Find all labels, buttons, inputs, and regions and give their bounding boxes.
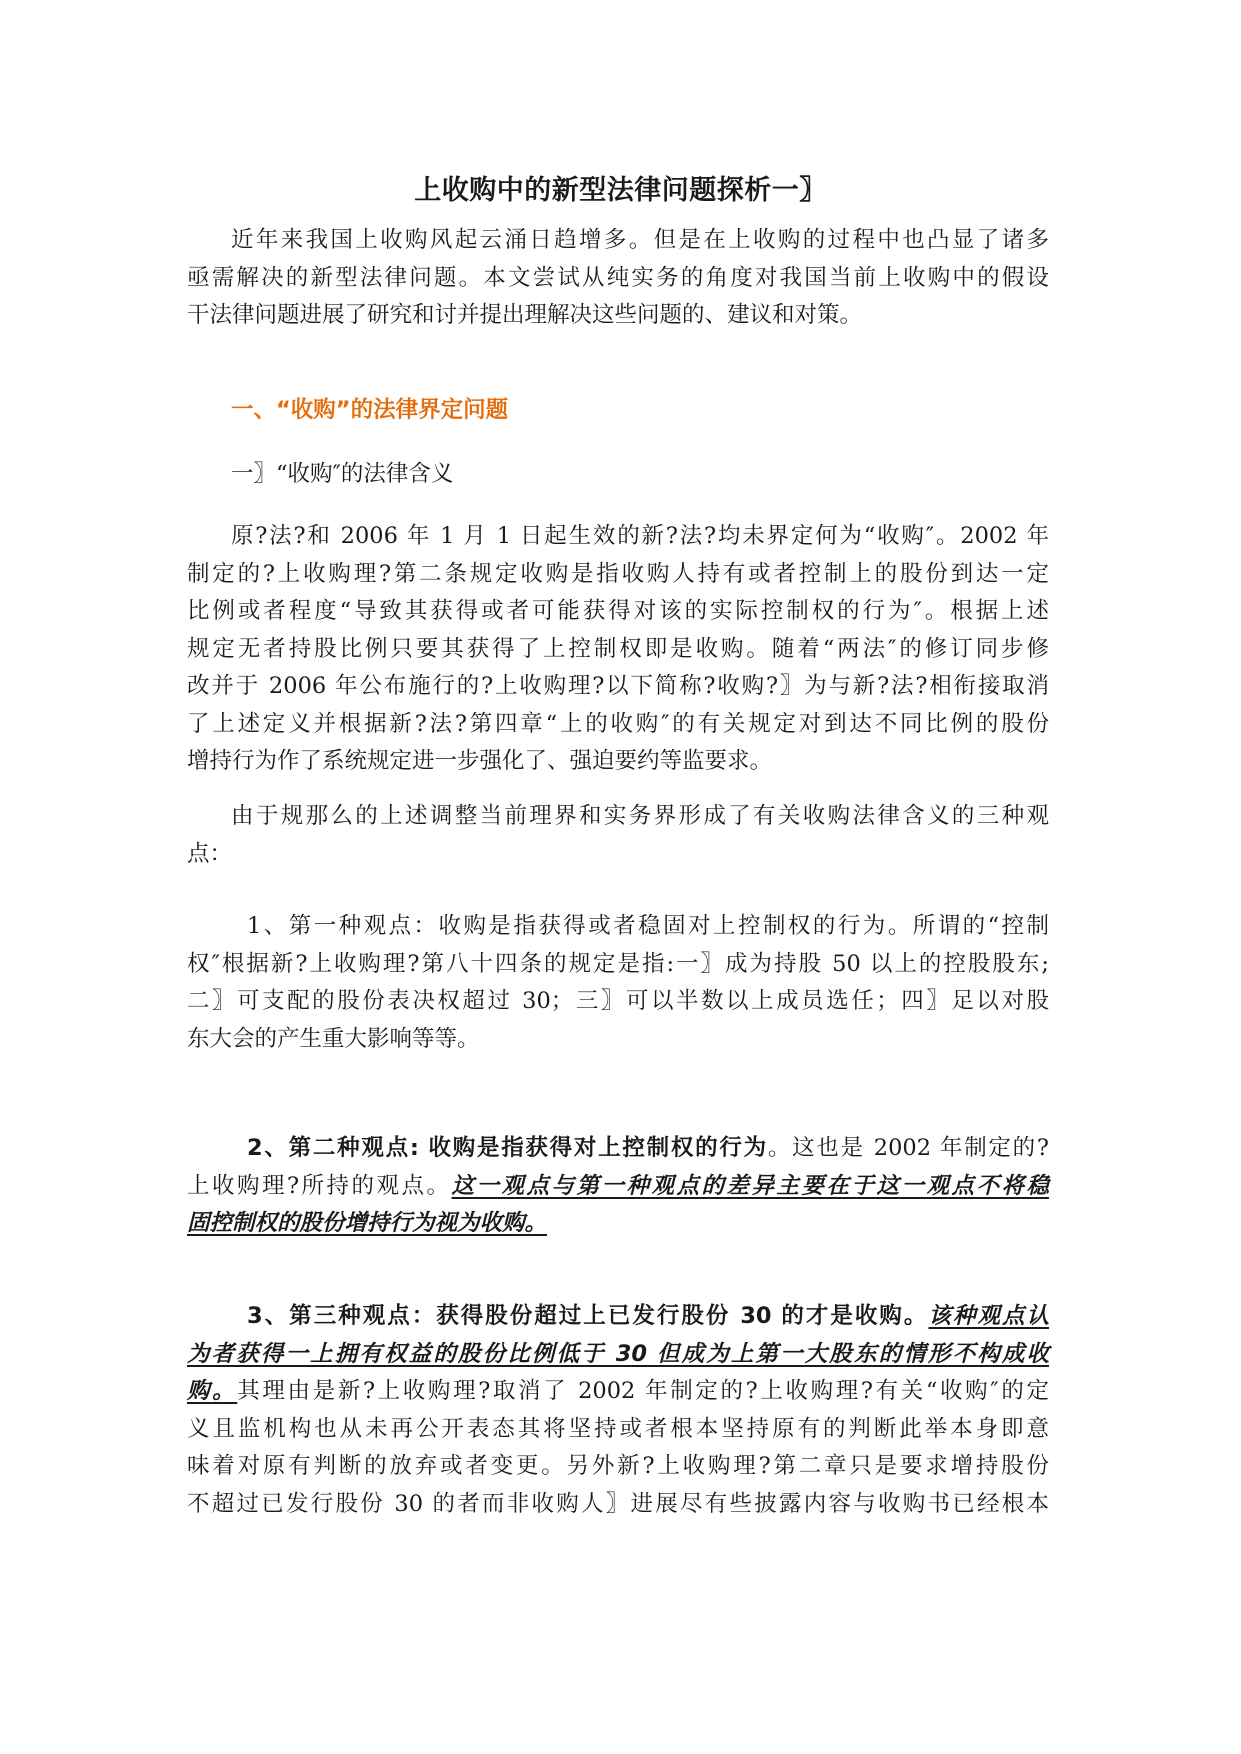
paragraph-definition (187, 518, 1049, 781)
view-three-emphasis: 购。 (187, 1378, 238, 1404)
paragraph-line: 义且监机构也从未再公开表态其将坚持或者根本坚持原有的判断此举本身即意 (187, 1415, 1049, 1442)
paragraph-line (187, 1373, 1049, 1411)
view-two-emphasis: 这一观点与第一种观点的差异主要在于这一观点不将稳 (451, 1172, 1049, 1199)
paragraph-view-two (187, 1130, 1049, 1243)
paragraph-line: 权″根据新?上收购理?第八十四条的规定是指:一〗成为持股 50 以上的控股股东; (187, 950, 1049, 977)
paragraph-view-three (187, 1298, 1049, 1523)
intro-paragraph (187, 222, 1049, 335)
paragraph-line: 近年来我国上收购风起云涌日趋增多。但是在上收购的过程中也凸显了诸多 (231, 227, 1049, 253)
paragraph-line: 了上述定义并根据新?法?第四章“上的收购″的有关规定对到达不同比例的股份 (187, 710, 1049, 737)
paragraph-line: 二〗可支配的股份表决权超过 30；三〗可以半数以上成员选任；四〗足以对股 (187, 988, 1049, 1014)
paragraph-line: 东大会的产生重大影响等等。 (187, 1025, 480, 1052)
paragraph-views-intro (187, 798, 1049, 873)
paragraph-line: 亟需解决的新型法律问题。本文尝试从纯实务的角度对我国当前上收购中的假设 (187, 264, 1049, 291)
view-three-text: 其理由是新?上收购理?取消了 2002 年制定的?上收购理?有关“收购″的定 (237, 1378, 1049, 1404)
paragraph-line: 味着对原有判断的放弃或者变更。另外新?上收购理?第二章只是要求增持股份 (187, 1453, 1049, 1479)
paragraph-line: 干法律问题进展了研究和讨并提出理解决这些问题的、建议和对策。 (187, 302, 863, 328)
paragraph-line: 1、第一种观点：收购是指获得或者稳固对上控制权的行为。所谓的“控制 (247, 913, 1049, 939)
view-three-emphasis: 为者获得一上拥有权益的股份比例低于 30 但成为上第一大股东的情形不构成收 (187, 1340, 1049, 1367)
paragraph-line: 增持行为作了系统规定进一步强化了、强迫要约等监要求。 (187, 748, 773, 774)
view-three-emphasis: 该种观点认 (928, 1303, 1049, 1329)
view-two-emphasis: 固控制权的股份增持行为视为收购。 (187, 1210, 548, 1236)
view-three-label: 3、第三种观点：获得股份超过上已发行股份 30 的才是收购。 (247, 1303, 929, 1329)
paragraph-line (187, 1298, 1049, 1336)
view-two-text: 。这也是 2002 年制定的? (767, 1135, 1049, 1161)
paragraph-line (187, 1336, 1049, 1374)
paragraph-line: 不超过已发行股份 30 的者而非收购人〗进展尽有些披露内容与收购书已经根本 (187, 1490, 1049, 1517)
paragraph-line (187, 1168, 1049, 1206)
document-title: 上收购中的新型法律问题探析一〗 (414, 175, 827, 206)
paragraph-line (187, 1205, 1049, 1243)
subsection-heading: 一〗“收购″的法律含义 (231, 461, 454, 487)
paragraph-line: 比例或者程度“导致其获得或者可能获得对该的实际控制权的行为″。根据上述 (187, 598, 1049, 624)
paragraph-line (187, 1130, 1049, 1168)
section-heading: 一、“收购”的法律界定问题 (231, 397, 509, 423)
view-two-text: 上收购理?所持的观点。 (187, 1172, 452, 1199)
paragraph-line: 改并于 2006 年公布施行的?上收购理?以下简称?收购?〗为与新?法?相衔接取消 (187, 673, 1049, 699)
paragraph-line: 点： (187, 840, 233, 867)
paragraph-line: 由于规那么的上述调整当前理界和实务界形成了有关收购法律含义的三种观 (231, 803, 1049, 829)
paragraph-line: 规定无者持股比例只要其获得了上控制权即是收购。随着“两法″的修订同步修 (187, 635, 1049, 662)
paragraph-line: 制定的?上收购理?第二条规定收购是指收购人持有或者控制上的股份到达一定 (187, 560, 1049, 587)
view-two-label: 2、第二种观点: 收购是指获得对上控制权的行为 (247, 1135, 768, 1161)
paragraph-line: 原?法?和 2006 年 1 月 1 日起生效的新?法?均未界定何为“收购″。2002 年 (231, 523, 1049, 549)
paragraph-view-one (187, 908, 1049, 1058)
